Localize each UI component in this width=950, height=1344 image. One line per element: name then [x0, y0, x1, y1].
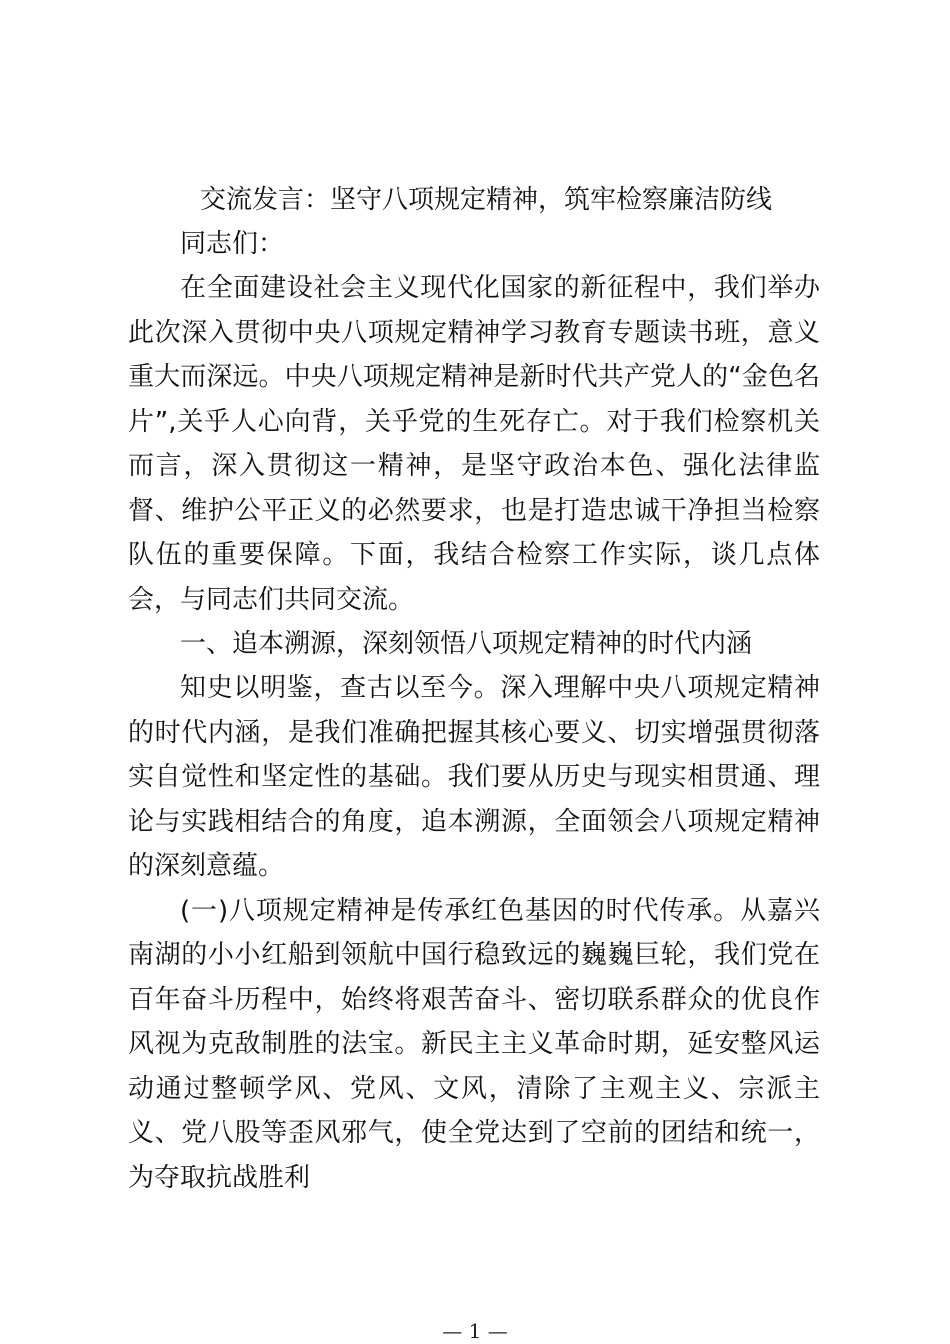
subsection-1-paragraph: (一)八项规定精神是传承红色基因的时代传承。从嘉兴南湖的小小红船到领航中国行稳致远的巍巍巨轮，我们党在百年奋斗历程中，始终将艰苦奋斗、密切联系群众的优良作风视为克敌制胜的法宝。新民主主义革命时期，延安整风运动通过整顿学风、党风、文风，清除了主观主义、宗派主义、党八股等歪风邪气，使全党达到了空前的团结和统一，为夺取抗战胜利	[128, 895, 820, 1193]
intro-paragraph: 在全面建设社会主义现代化国家的新征程中，我们举办此次深入贯彻中央八项规定精神学习教育专题读书班，意义重大而深远。中央八项规定精神是新时代共产党人的“金色名片”,关乎人心向背，关乎党的生死存亡。对于我们检察机关而言，深入贯彻这一精神，是坚守政治本色、强化法律监督、维护公平正义的必然要求，也是打造忠诚干净担当检察队伍的重要保障。下面，我结合检察工作实际，谈几点体会，与同志们共同交流。	[128, 273, 820, 615]
section-1-heading: 一、追本溯源，深刻领悟八项规定精神的时代内涵	[180, 629, 753, 659]
document-title: 交流发言：坚守八项规定精神，筑牢检察廉洁防线	[200, 185, 773, 215]
section-1-paragraph: 知史以明鉴，查古以至今。深入理解中央八项规定精神的时代内涵，是我们准确把握其核心要义、切实增强贯彻落实自觉性和坚定性的基础。我们要从历史与现实相贯通、理论与实践相结合的角度，追本溯源，全面领会八项规定精神的深刻意蕴。	[128, 673, 820, 881]
document-body	[128, 178, 820, 1200]
page-number: — 1 —	[442, 1319, 508, 1343]
salutation: 同志们：	[180, 229, 285, 259]
